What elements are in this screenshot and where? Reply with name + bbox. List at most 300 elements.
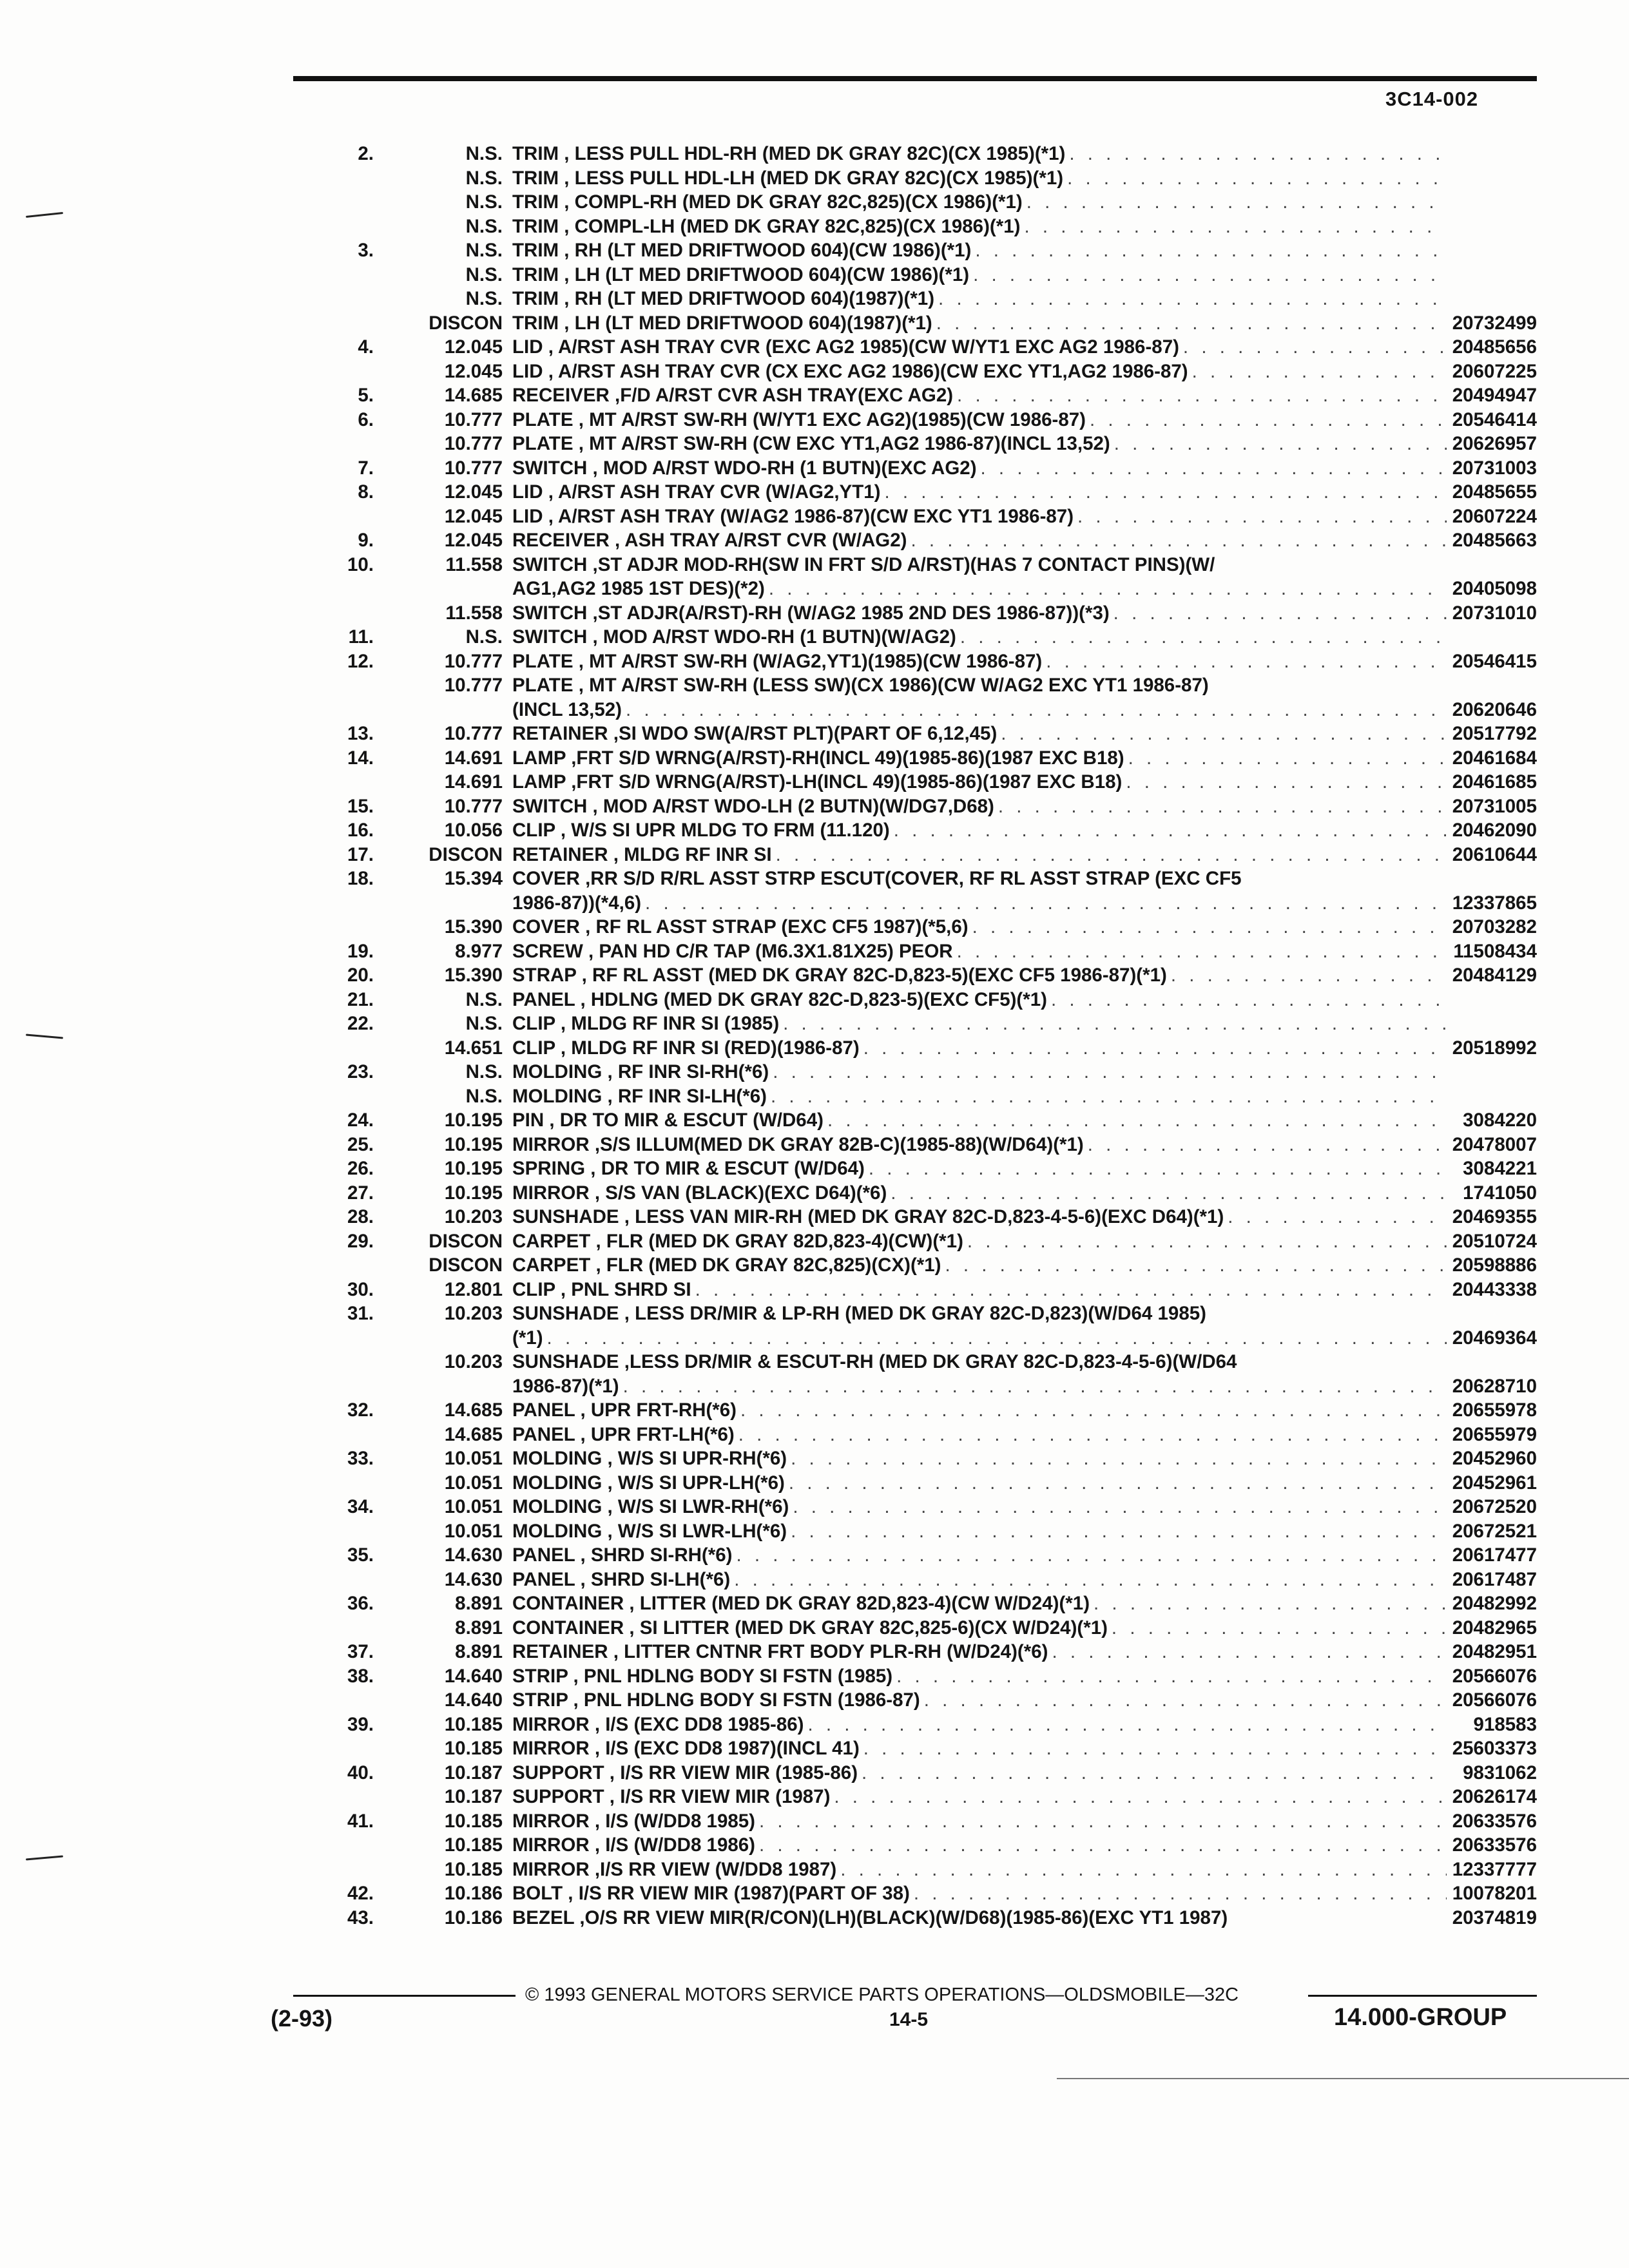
- dot-leader: [1047, 988, 1447, 1012]
- parts-row: [296, 142, 1537, 166]
- part-description: [512, 649, 1447, 674]
- part-description: [512, 383, 1447, 408]
- description-text: MOLDING , W/S SI UPR-LH(*6): [512, 1472, 785, 1494]
- dot-leader: [824, 1108, 1447, 1133]
- dot-leader: [969, 915, 1447, 939]
- dot-leader: [543, 1326, 1447, 1350]
- part-number: 10078201: [1452, 1883, 1537, 1904]
- dot-leader: [880, 480, 1447, 505]
- description-text: MIRROR , I/S (EXC DD8 1987)(INCL 41): [512, 1738, 860, 1759]
- part-description: [512, 166, 1447, 191]
- ref-number: 37.: [347, 1641, 374, 1662]
- description-text: PANEL , SHRD SI-RH(*6): [512, 1544, 733, 1566]
- group-number: 14.691: [444, 747, 503, 769]
- part-description: [512, 1616, 1447, 1640]
- ref-number: 22.: [347, 1013, 374, 1034]
- description-text: MIRROR ,I/S RR VIEW (W/DD8 1987): [512, 1858, 837, 1880]
- part-description: [512, 915, 1447, 939]
- part-description: [512, 963, 1447, 988]
- ref-number: 7.: [358, 457, 374, 479]
- parts-row: [296, 1736, 1537, 1761]
- dot-leader: [1020, 215, 1447, 239]
- group-number: DISCON: [429, 843, 503, 865]
- part-description: [512, 577, 1447, 601]
- part-description: [512, 818, 1447, 843]
- group-number: 10.186: [444, 1907, 503, 1928]
- group-number: 12.801: [444, 1278, 503, 1300]
- group-number: 10.777: [444, 675, 503, 696]
- ref-number: 18.: [347, 868, 374, 889]
- dot-leader: [779, 1012, 1447, 1036]
- part-number: 20469364: [1452, 1327, 1537, 1349]
- dot-leader: [953, 939, 1447, 964]
- parts-row: [296, 335, 1537, 360]
- parts-row: [296, 1229, 1537, 1254]
- part-number: 20703282: [1452, 916, 1537, 937]
- ref-number: 12.: [347, 650, 374, 672]
- ref-number: 2.: [358, 143, 374, 164]
- parts-row: [296, 1084, 1537, 1109]
- dot-leader: [641, 891, 1447, 916]
- group-number: 10.777: [444, 723, 503, 744]
- part-number: 20607224: [1452, 505, 1537, 527]
- dot-leader: [787, 1446, 1447, 1471]
- description-text: COVER ,RR S/D R/RL ASST STRP ESCUT(COVER, RF RL ASST STRAP (EXC CF5: [512, 868, 1242, 889]
- ref-number: 15.: [347, 795, 374, 817]
- group-number: 8.891: [455, 1641, 503, 1662]
- ref-number: 10.: [347, 553, 374, 575]
- part-description: [512, 1495, 1447, 1519]
- parts-row: [296, 1471, 1537, 1495]
- part-description: [512, 746, 1447, 771]
- dot-leader: [732, 1543, 1447, 1568]
- part-description: [512, 1205, 1447, 1229]
- dot-leader: [730, 1568, 1447, 1592]
- parts-row: [296, 1278, 1537, 1302]
- description-text: RETAINER , LITTER CNTNR FRT BODY PLR-RH (W/D24)(*6): [512, 1641, 1048, 1662]
- group-number: 10.195: [444, 1110, 503, 1131]
- group-number: 10.185: [444, 1713, 503, 1735]
- part-description: [512, 190, 1447, 215]
- part-number: 20655978: [1452, 1399, 1537, 1421]
- part-number: 20598886: [1452, 1254, 1537, 1276]
- parts-row: [296, 287, 1537, 311]
- description-text: RECEIVER ,F/D A/RST CVR ASH TRAY(EXC AG2): [512, 385, 954, 406]
- description-text: CLIP , W/S SI UPR MLDG TO FRM (11.120): [512, 820, 890, 841]
- description-text: CLIP , PNL SHRD SI: [512, 1278, 691, 1300]
- parts-row: [296, 843, 1537, 867]
- part-number: 20546414: [1452, 408, 1537, 430]
- parts-row: [296, 1205, 1537, 1229]
- part-number: 20620646: [1452, 698, 1537, 720]
- dot-leader: [767, 1084, 1447, 1109]
- dot-leader: [941, 1253, 1447, 1278]
- description-text: STRAP , RF RL ASST (MED DK GRAY 82C-D,823-5)(EXC CF5 1986-87)(*1): [512, 965, 1167, 986]
- parts-row: [296, 577, 1537, 601]
- ref-number: 35.: [347, 1544, 374, 1566]
- ref-number: 36.: [347, 1593, 374, 1614]
- parts-row: [296, 1713, 1537, 1737]
- parts-row: [296, 1446, 1537, 1471]
- description-text: SWITCH , MOD A/RST WDO-RH (1 BUTN)(W/AG2): [512, 626, 956, 648]
- part-number: 20485656: [1452, 336, 1537, 358]
- part-number: 20610644: [1452, 843, 1537, 865]
- part-number: 20484129: [1452, 965, 1537, 986]
- part-description: [512, 939, 1447, 964]
- group-number: 15.390: [444, 916, 503, 937]
- part-number: 20494947: [1452, 385, 1537, 406]
- part-description: [512, 1736, 1447, 1761]
- parts-row: [296, 432, 1537, 456]
- description-text: MOLDING , W/S SI LWR-RH(*6): [512, 1496, 789, 1517]
- ref-number: 39.: [347, 1713, 374, 1735]
- ref-number: 34.: [347, 1496, 374, 1517]
- group-number: N.S.: [465, 264, 503, 285]
- group-number: 10.195: [444, 1133, 503, 1155]
- group-number: DISCON: [429, 1230, 503, 1252]
- group-number: N.S.: [465, 1085, 503, 1107]
- ref-number: 8.: [358, 481, 374, 503]
- parts-row: [296, 1833, 1537, 1858]
- description-text: (*1): [512, 1327, 543, 1349]
- part-description: [512, 1423, 1447, 1447]
- group-number: 10.777: [444, 408, 503, 430]
- parts-row: [296, 1423, 1537, 1447]
- part-description: [512, 1591, 1447, 1616]
- part-description: [512, 1133, 1447, 1157]
- part-number: 20517792: [1452, 723, 1537, 744]
- group-number: N.S.: [465, 288, 503, 309]
- part-description: [512, 1108, 1447, 1133]
- parts-row: [296, 818, 1537, 843]
- part-number: 20482965: [1452, 1617, 1537, 1639]
- parts-row: [296, 1181, 1537, 1206]
- part-description: [512, 1181, 1447, 1206]
- dot-leader: [1188, 360, 1447, 384]
- group-number: 14.685: [444, 1399, 503, 1421]
- dot-leader: [997, 722, 1447, 746]
- footer-rule: [1308, 1995, 1537, 1997]
- parts-row: [296, 649, 1537, 674]
- parts-row: [296, 1688, 1537, 1713]
- description-text: SWITCH ,ST ADJR MOD-RH(SW IN FRT S/D A/RST)(HAS 7 CONTACT PINS)(W/: [512, 553, 1215, 575]
- part-description: [512, 794, 1447, 819]
- parts-row: [296, 528, 1537, 553]
- group-number: 10.186: [444, 1883, 503, 1904]
- dot-leader: [1023, 190, 1447, 215]
- description-text: TRIM , LH (LT MED DRIFTWOOD 604)(CW 1986)(*1): [512, 264, 970, 285]
- group-number: DISCON: [429, 1254, 503, 1276]
- dot-leader: [1065, 142, 1447, 166]
- ref-number: 42.: [347, 1883, 374, 1904]
- part-number: 20461685: [1452, 771, 1537, 793]
- part-description: [512, 1809, 1447, 1834]
- part-number: 20617487: [1452, 1568, 1537, 1590]
- part-number: 20405098: [1452, 578, 1537, 599]
- description-text: AG1,AG2 1985 1ST DES)(*2): [512, 578, 765, 599]
- description-text: COVER , RF RL ASST STRAP (EXC CF5 1987)(*5,6): [512, 916, 969, 937]
- description-text: PLATE , MT A/RST SW-RH (CW EXC YT1,AG2 1986-87)(INCL 13,52): [512, 433, 1110, 454]
- part-description: [512, 1446, 1447, 1471]
- part-description: [512, 722, 1447, 746]
- ref-number: 16.: [347, 820, 374, 841]
- ref-number: 11.: [348, 626, 374, 648]
- description-text: STRIP , PNL HDLNG BODY SI FSTN (1986-87): [512, 1689, 920, 1711]
- ref-number: 29.: [347, 1230, 374, 1252]
- description-text: SUNSHADE ,LESS DR/MIR & ESCUT-RH (MED DK GRAY 82C-D,823-4-5-6)(W/D64: [512, 1351, 1237, 1372]
- description-text: PANEL , UPR FRT-LH(*6): [512, 1423, 735, 1445]
- parts-row: [296, 553, 1537, 577]
- dot-leader: [892, 1664, 1447, 1689]
- part-description: [512, 1012, 1447, 1036]
- parts-row: [296, 505, 1537, 529]
- dot-leader: [890, 818, 1447, 843]
- dot-leader: [956, 625, 1447, 649]
- group-number: 8.977: [455, 940, 503, 962]
- part-description: [512, 1398, 1447, 1423]
- dot-leader: [963, 1229, 1447, 1254]
- part-description: [512, 1688, 1447, 1713]
- dot-leader: [1090, 1591, 1447, 1616]
- parts-row: [296, 1350, 1537, 1374]
- group-number: 10.051: [444, 1496, 503, 1517]
- part-number: 20672521: [1452, 1520, 1537, 1542]
- group-number: 14.651: [444, 1037, 503, 1059]
- description-text: RETAINER ,SI WDO SW(A/RST PLT)(PART OF 6,12,45): [512, 723, 998, 744]
- part-number: 20731005: [1452, 795, 1537, 817]
- part-number: 20461684: [1452, 747, 1537, 769]
- description-text: SWITCH , MOD A/RST WDO-RH (1 BUTN)(EXC AG2): [512, 457, 977, 479]
- part-number: 20462090: [1452, 820, 1537, 841]
- part-number: 20672520: [1452, 1496, 1537, 1517]
- description-text: MIRROR , I/S (EXC DD8 1985-86): [512, 1713, 804, 1735]
- group-number: 8.891: [455, 1593, 503, 1614]
- description-text: TRIM , RH (LT MED DRIFTWOOD 604)(1987)(*1): [512, 288, 935, 309]
- dot-leader: [1124, 746, 1447, 771]
- description-text: TRIM , LH (LT MED DRIFTWOOD 604)(1987)(*1): [512, 312, 932, 334]
- part-number: 20478007: [1452, 1133, 1537, 1155]
- parts-row: [296, 383, 1537, 408]
- part-description: [512, 1761, 1447, 1785]
- description-text: LID , A/RST ASH TRAY CVR (W/AG2,YT1): [512, 481, 881, 503]
- parts-row: [296, 1881, 1537, 1906]
- parts-row: [296, 1060, 1537, 1084]
- part-description: [512, 456, 1447, 481]
- parts-row: [296, 963, 1537, 988]
- part-number: 20626174: [1452, 1786, 1537, 1807]
- group-number: 12.045: [444, 481, 503, 503]
- part-description: [512, 335, 1447, 360]
- part-number: 20731003: [1452, 457, 1537, 479]
- group-number: 10.777: [444, 457, 503, 479]
- part-description: [512, 287, 1447, 311]
- part-description: [512, 1350, 1447, 1374]
- dot-leader: [765, 577, 1447, 601]
- bottom-rule: [1057, 2078, 1629, 2079]
- part-number: 20485655: [1452, 481, 1537, 503]
- part-description: [512, 867, 1447, 891]
- part-description: [512, 1471, 1447, 1495]
- description-text: CARPET , FLR (MED DK GRAY 82C,825)(CX)(*1): [512, 1254, 941, 1276]
- part-description: [512, 1229, 1447, 1254]
- part-number: 20626957: [1452, 433, 1537, 454]
- ref-number: 41.: [347, 1810, 374, 1832]
- description-text: PANEL , UPR FRT-RH(*6): [512, 1399, 737, 1421]
- description-text: SUPPORT , I/S RR VIEW MIR (1985-86): [512, 1762, 858, 1783]
- group-number: 10.777: [444, 795, 503, 817]
- part-description: [512, 1906, 1447, 1930]
- ref-number: 38.: [347, 1665, 374, 1687]
- dot-leader: [910, 1881, 1447, 1906]
- description-text: (INCL 13,52): [512, 698, 622, 720]
- parts-row: [296, 1374, 1537, 1399]
- part-description: [512, 1253, 1447, 1278]
- part-description: [512, 1568, 1447, 1592]
- part-description: [512, 1302, 1447, 1326]
- group-number: 10.051: [444, 1448, 503, 1469]
- part-description: [512, 505, 1447, 529]
- dot-leader: [836, 1858, 1447, 1882]
- part-number: 20617477: [1452, 1544, 1537, 1566]
- description-text: TRIM , LESS PULL HDL-RH (MED DK GRAY 82C)(CX 1985)(*1): [512, 143, 1066, 164]
- part-number: 9831062: [1463, 1762, 1537, 1783]
- part-description: [512, 1519, 1447, 1544]
- parts-row: [296, 1108, 1537, 1133]
- parts-row: [296, 746, 1537, 771]
- group-number: 10.203: [444, 1206, 503, 1227]
- description-text: PLATE , MT A/RST SW-RH (W/AG2,YT1)(1985)(CW 1986-87): [512, 650, 1043, 672]
- parts-row: [296, 1157, 1537, 1181]
- parts-row: [296, 915, 1537, 939]
- description-text: MOLDING , RF INR SI-LH(*6): [512, 1085, 767, 1107]
- ref-number: 31.: [347, 1303, 374, 1324]
- parts-row: [296, 1664, 1537, 1689]
- description-text: SUNSHADE , LESS DR/MIR & LP-RH (MED DK GRAY 82C-D,823)(W/D64 1985): [512, 1303, 1206, 1324]
- dot-leader: [755, 1833, 1447, 1858]
- parts-row: [296, 1785, 1537, 1809]
- group-number: N.S.: [465, 191, 503, 213]
- parts-row: [296, 673, 1537, 698]
- description-text: MIRROR , S/S VAN (BLACK)(EXC D64)(*6): [512, 1182, 887, 1204]
- dot-leader: [691, 1278, 1447, 1302]
- part-description: [512, 1326, 1447, 1350]
- group-number: 10.777: [444, 433, 503, 454]
- part-description: [512, 1374, 1447, 1399]
- parts-row: [296, 190, 1537, 215]
- parts-row: [296, 698, 1537, 722]
- group-number: 10.185: [444, 1858, 503, 1880]
- part-number: 918583: [1473, 1713, 1537, 1735]
- part-number: 20633576: [1452, 1810, 1537, 1832]
- description-text: CONTAINER , SI LITTER (MED DK GRAY 82C,825-6)(CX W/D24)(*1): [512, 1617, 1108, 1639]
- part-number: 20510724: [1452, 1230, 1537, 1252]
- description-text: BOLT , I/S RR VIEW MIR (1987)(PART OF 38): [512, 1883, 910, 1904]
- group-number: 10.777: [444, 650, 503, 672]
- part-description: [512, 1036, 1447, 1061]
- parts-row: [296, 311, 1537, 336]
- ref-number: 3.: [358, 240, 374, 261]
- parts-row: [296, 1133, 1537, 1157]
- dot-leader: [769, 1060, 1447, 1084]
- dot-leader: [1084, 1133, 1447, 1157]
- part-description: [512, 843, 1447, 867]
- group-number: 15.394: [444, 868, 503, 889]
- description-text: CONTAINER , LITTER (MED DK GRAY 82D,823-4)(CW W/D24)(*1): [512, 1593, 1090, 1614]
- description-text: PLATE , MT A/RST SW-RH (LESS SW)(CX 1986)(CW W/AG2 EXC YT1 1986-87): [512, 675, 1209, 696]
- part-description: [512, 1664, 1447, 1689]
- parts-row: [296, 988, 1537, 1012]
- ref-number: 33.: [347, 1448, 374, 1469]
- dot-leader: [735, 1423, 1447, 1447]
- part-description: [512, 698, 1447, 722]
- group-number: 10.203: [444, 1303, 503, 1324]
- ref-number: 30.: [347, 1278, 374, 1300]
- parts-row: [296, 1761, 1537, 1785]
- parts-row: [296, 939, 1537, 964]
- parts-row: [296, 1568, 1537, 1592]
- description-text: LAMP ,FRT S/D WRNG(A/RST)-RH(INCL 49)(1985-86)(1987 EXC B18): [512, 747, 1124, 769]
- part-description: [512, 1060, 1447, 1084]
- page-code: 3C14-002: [1385, 88, 1479, 110]
- footer-rule: [293, 1995, 516, 1997]
- description-text: LID , A/RST ASH TRAY (W/AG2 1986-87)(CW EXC YT1 1986-87): [512, 505, 1074, 527]
- ref-number: 27.: [347, 1182, 374, 1204]
- part-number: 11508434: [1453, 940, 1537, 962]
- parts-row: [296, 1543, 1537, 1568]
- group-number: 14.640: [444, 1665, 503, 1687]
- ref-number: 4.: [358, 336, 374, 358]
- ref-number: 25.: [347, 1133, 374, 1155]
- dot-leader: [994, 794, 1447, 819]
- part-number: 20655979: [1452, 1423, 1537, 1445]
- part-number: 20374819: [1452, 1907, 1537, 1928]
- part-description: [512, 311, 1447, 336]
- copyright-line: © 1993 GENERAL MOTORS SERVICE PARTS OPERATIONS—OLDSMOBILE—32C: [525, 1984, 1239, 2005]
- dot-leader: [1167, 963, 1447, 988]
- description-text: 1986-87))(*4,6): [512, 892, 642, 914]
- dot-leader: [920, 1688, 1447, 1713]
- part-description: [512, 360, 1447, 384]
- group-number: 12.045: [444, 360, 503, 382]
- parts-row: [296, 166, 1537, 191]
- parts-row: [296, 1858, 1537, 1882]
- group-number: 14.685: [444, 385, 503, 406]
- group-number: N.S.: [465, 1061, 503, 1082]
- ref-number: 21.: [347, 988, 374, 1010]
- ref-number: 9.: [358, 530, 374, 551]
- ref-number: 14.: [347, 747, 374, 769]
- description-text: MOLDING , RF INR SI-RH(*6): [512, 1061, 769, 1082]
- part-description: [512, 1785, 1447, 1809]
- description-text: TRIM , COMPL-RH (MED DK GRAY 82C,825)(CX 1986)(*1): [512, 191, 1023, 213]
- part-description: [512, 238, 1447, 263]
- group-number: 10.203: [444, 1351, 503, 1372]
- group-number: N.S.: [465, 167, 503, 189]
- part-number: 1741050: [1463, 1182, 1537, 1204]
- dot-leader: [1108, 1616, 1447, 1640]
- dot-leader: [772, 843, 1447, 867]
- description-text: SUPPORT , I/S RR VIEW MIR (1987): [512, 1786, 831, 1807]
- dot-leader: [785, 1471, 1447, 1495]
- parts-row: [296, 456, 1537, 481]
- ref-number: 23.: [347, 1061, 374, 1082]
- group-number: 10.195: [444, 1158, 503, 1179]
- parts-row: [296, 1495, 1537, 1519]
- part-number: 20452961: [1452, 1472, 1537, 1494]
- parts-row: [296, 360, 1537, 384]
- part-number: 20607225: [1452, 360, 1537, 382]
- header-rule: [293, 76, 1537, 81]
